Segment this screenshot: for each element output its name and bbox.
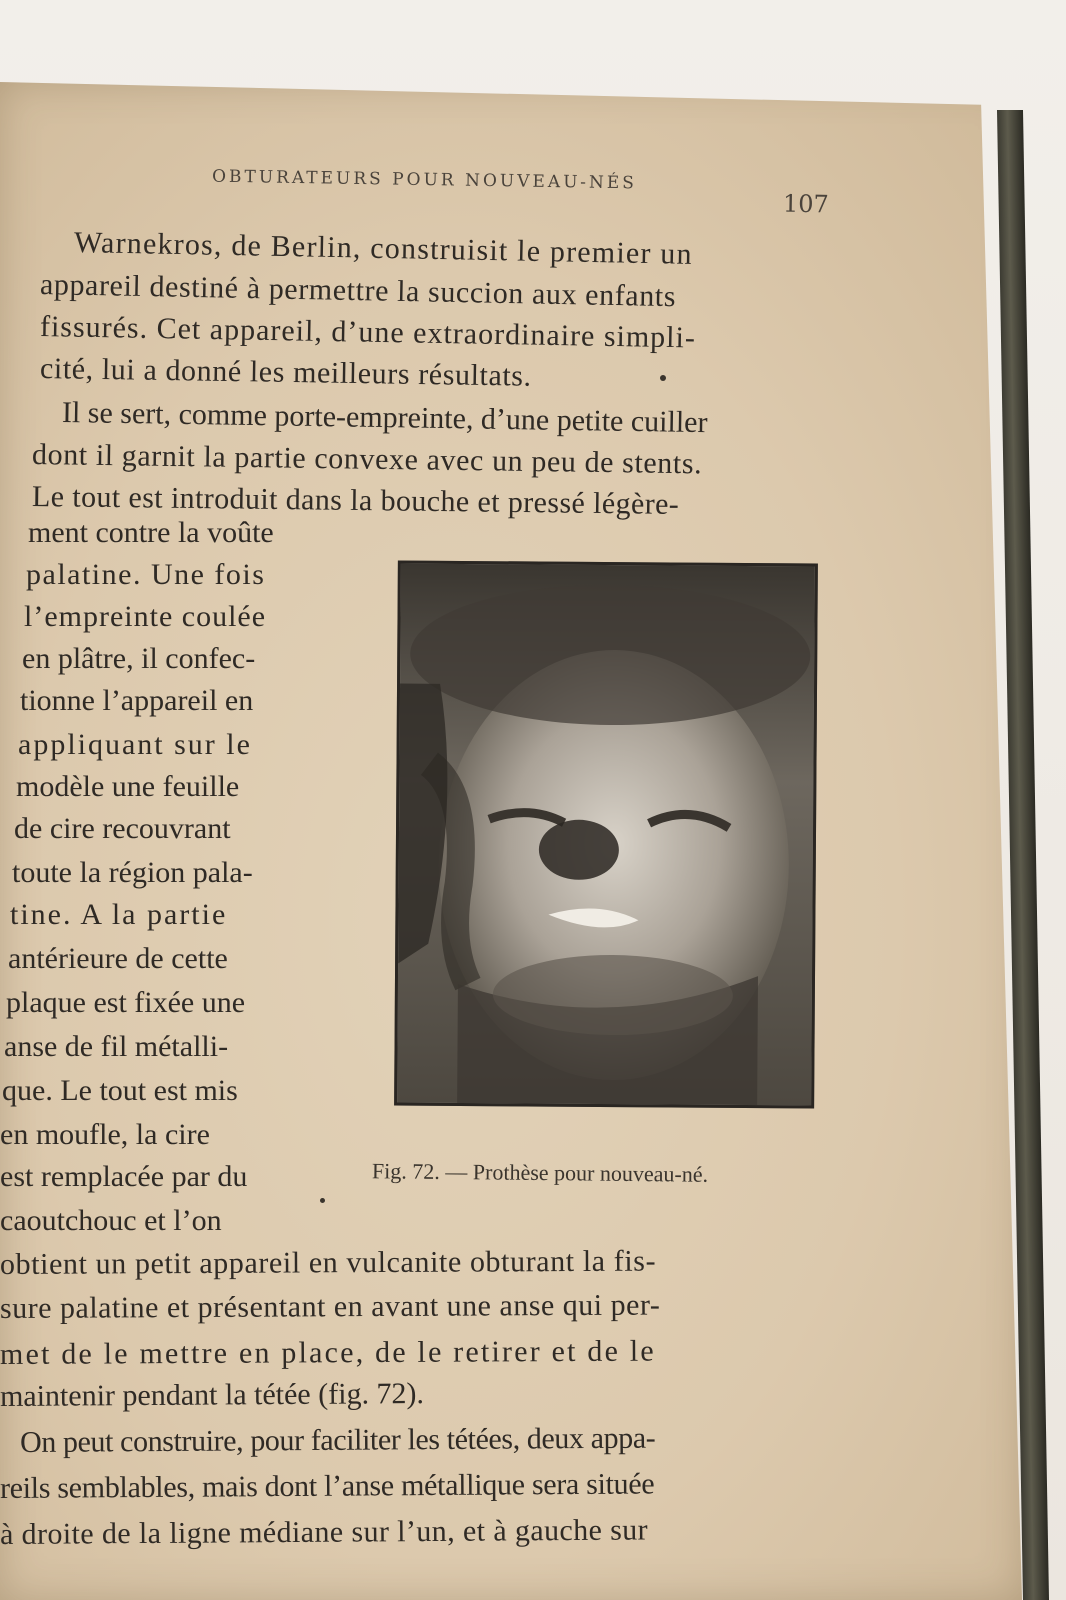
paragraph2-narrow-line: caoutchouc et l’on (0, 1204, 222, 1237)
paragraph3-line: à droite de la ligne médiane sur l’un, et à gauche sur (0, 1513, 649, 1551)
paragraph2-narrow-line: appliquant sur le (18, 728, 252, 761)
paragraph2-narrow-line: de cire recouvrant (14, 812, 231, 845)
paragraph3-line: reils semblables, mais dont l’anse métallique sera située (0, 1467, 655, 1505)
paragraph2-line: Il se sert, comme porte-empreinte, d’une petite cuiller (61, 396, 708, 440)
paragraph1-line: fissurés. Cet appareil, d’une extraordinaire simpli- (39, 310, 697, 355)
paragraph2-narrow-line: ment contre la voûte (28, 516, 274, 549)
paragraph2-line: dont il garnit la partie convexe avec un peu de stents. (31, 438, 703, 481)
paragraph2-narrow-line: tionne l’appareil en (20, 684, 254, 717)
paragraph2-tail-line: met de le mettre en place, de le retirer et de le (0, 1334, 656, 1371)
paragraph2-narrow-line: palatine. Une fois (26, 558, 266, 591)
paragraph2-tail-line: sure palatine et présentant en avant une anse qui per- (0, 1288, 661, 1325)
paragraph2-narrow-line: l’empreinte coulée (24, 600, 267, 633)
paragraph1-line: appareil destiné à permettre la succion aux enfants (39, 268, 677, 314)
paragraph2-narrow-line: toute la région pala- (12, 856, 253, 889)
paragraph2-narrow-line: antérieure de cette (8, 942, 228, 975)
ink-speck (320, 1198, 325, 1203)
paragraph2-narrow-line: plaque est fixée une (6, 986, 246, 1019)
paragraph2-narrow-line: tine. A la partie (10, 898, 228, 931)
paragraph2-narrow-line: que. Le tout est mis (2, 1074, 238, 1107)
page-number: 107 (782, 189, 830, 219)
paragraph2-narrow-line: en plâtre, il confec- (22, 642, 256, 675)
paragraph2-narrow-line: modèle une feuille (16, 770, 240, 803)
infant-face-illustration (397, 564, 815, 1106)
figure-72-photograph (394, 561, 818, 1109)
paragraph2-line: Le tout est introduit dans la bouche et pressé légère- (31, 480, 680, 521)
ink-speck (660, 375, 666, 381)
running-title: OBTURATEURS POUR NOUVEAU-NÉS (211, 166, 638, 194)
paragraph1-line: Warnekros, de Berlin, construisit le premier un (73, 226, 694, 271)
paragraph2-tail-line: maintenir pendant la tétée (fig. 72). (0, 1377, 425, 1413)
paragraph2-tail-line: obtient un petit appareil en vulcanite obturant la fis- (0, 1244, 657, 1281)
paragraph2-narrow-line: est remplacée par du (0, 1160, 248, 1193)
paragraph2-narrow-line: en moufle, la cire (0, 1118, 210, 1151)
figure-caption: Fig. 72. — Prothèse pour nouveau-né. (371, 1158, 709, 1187)
paragraph1-line: cité, lui a donné les meilleurs résultats. (39, 352, 532, 393)
paragraph2-narrow-line: anse de fil métalli- (4, 1030, 229, 1063)
paragraph3-line: On peut construire, pour faciliter les tétées, deux appa- (19, 1421, 656, 1459)
